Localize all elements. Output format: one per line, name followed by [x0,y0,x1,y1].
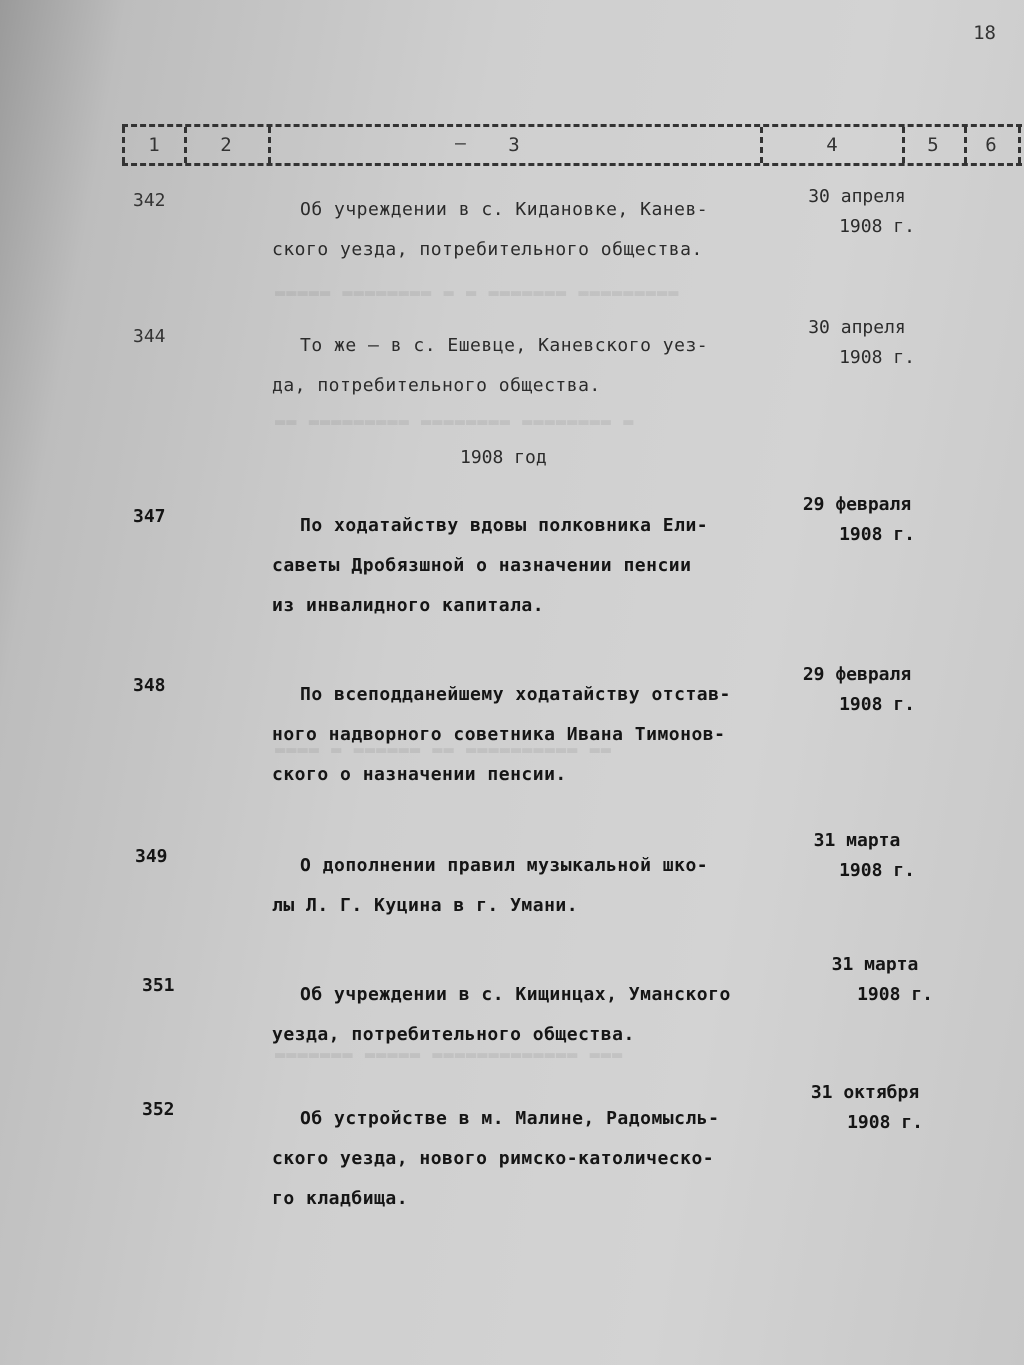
entry-date-year: 1908 г. [857,984,933,1005]
column-header-5: 5 [927,134,939,156]
entry-text-line: Об учреждении в с. Кидановке, Канев- [300,199,709,220]
bleed-through-text: ▬▬▬▬▬ ▬▬▬▬▬▬▬▬ ▬ ▬ ▬▬▬▬▬▬▬ ▬▬▬▬▬▬▬▬▬ [275,283,680,303]
entry-date-year: 1908 г. [839,860,915,881]
entry-number: 347 [133,506,166,527]
entry-text-line: лы Л. Г. Куцина в г. Умани. [272,895,579,916]
entry-text-line: ского о назначении пенсии. [272,764,567,785]
entry-number: 351 [142,975,175,996]
entry-date [800,950,950,1010]
bleed-through-text: ▬▬ ▬▬▬▬▬▬▬▬▬ ▬▬▬▬▬▬▬▬ ▬▬▬▬▬▬▬▬ ▬ [275,412,635,432]
bleed-through-text: ▬▬▬▬▬▬▬ ▬▬▬▬▬ ▬▬▬▬▬▬▬▬▬▬▬▬▬ ▬▬▬ [275,1045,624,1065]
entry-text-line: саветы Дробязшной о назначении пенсии [272,555,692,576]
entry-date-day-month: 29 февраля [802,664,912,685]
entry-text-line: То же – в с. Ешевце, Каневского уез- [300,335,709,356]
header-dash-mark: – [455,133,466,154]
entry-text [272,1099,772,1219]
entry-date-day-month: 29 февраля [802,494,912,515]
column-header-2: 2 [220,134,232,156]
column-header-6: 6 [985,134,997,156]
entry-text [272,326,772,406]
column-header-4: 4 [826,134,838,156]
year-heading: 1908 год [460,447,547,468]
entry-date-year: 1908 г. [839,216,915,237]
entry-date-day-month: 30 апреля [808,186,906,207]
entry-text-line: ного надворного советника Ивана Тимонов- [272,724,726,745]
entry-text-line: По ходатайству вдовы полковника Ели- [300,515,709,536]
entry-text-line: го кладбища. [272,1188,409,1209]
bleed-through-text: ▬▬▬▬ ▬ ▬▬▬▬▬▬ ▬▬ ▬▬▬▬▬▬▬▬▬▬ ▬▬ [275,740,613,760]
entry-number: 344 [133,326,166,347]
entry-text-line: О дополнении правил музыкальной шко- [300,855,709,876]
entry-date-year: 1908 г. [847,1112,923,1133]
entry-date-day-month: 31 марта [831,954,919,975]
entry-number: 352 [142,1099,175,1120]
entry-text [272,846,772,926]
entry-date-year: 1908 г. [839,524,915,545]
column-header-3: 3 [508,134,520,156]
page-number: 18 [973,22,996,44]
entry-date-year: 1908 г. [839,347,915,368]
entry-date [782,660,932,720]
entry-date-year: 1908 г. [839,694,915,715]
column-header-row [122,124,1022,166]
entry-date [790,1078,940,1138]
column-divider [122,127,125,163]
entry-date-day-month: 31 октября [810,1082,920,1103]
entry-text-line: По всеподданейшему ходатайству отстав- [300,684,731,705]
entry-date [782,826,932,886]
entry-date-day-month: 30 апреля [808,317,906,338]
entry-text [272,675,772,795]
entry-date [782,182,932,242]
entry-date-day-month: 31 марта [813,830,901,851]
entry-text-line: Об устройстве в м. Малине, Радомысль- [300,1108,720,1129]
entry-text [272,190,772,270]
entry-number: 342 [133,190,166,211]
entry-date [782,313,932,373]
entry-number: 349 [135,846,168,867]
column-divider [1018,127,1021,163]
entry-text-line: уезда, потребительного общества. [272,1024,635,1045]
entry-text-line: ского уезда, потребительного общества. [272,239,703,260]
entry-date [782,490,932,550]
column-header-1: 1 [148,134,160,156]
entry-text-line: Об учреждении в с. Кищинцах, Уманского [300,984,731,1005]
entry-text-line: да, потребительного общества. [272,375,601,396]
entry-number: 348 [133,675,166,696]
entry-text [272,506,772,626]
entry-text-line: из инвалидного капитала. [272,595,545,616]
entry-text [272,975,772,1055]
entry-text-line: ского уезда, нового римско-католическо- [272,1148,715,1169]
